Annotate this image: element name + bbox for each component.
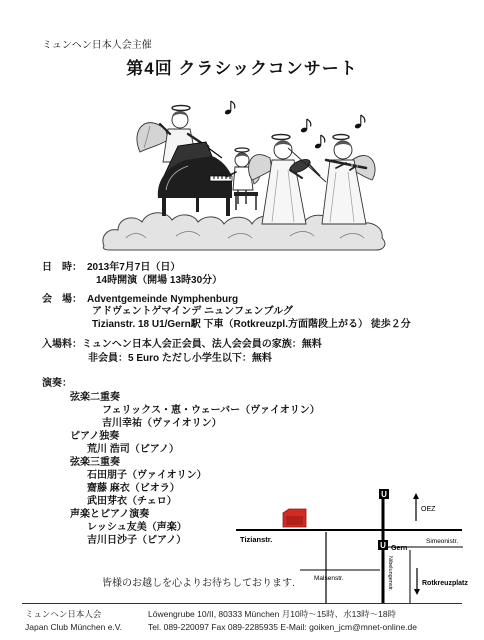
music-note-icon [300,119,311,133]
admission-nonmembers: 非会員：5 Euro ただし小学生以下：無料 [88,353,272,364]
venue-name-kana: アドヴェントゲマインデ ニュンフェンブルグ [92,306,293,317]
music-note-icon [354,115,365,129]
performer-member: 吉川幸祐（ヴァイオリン） [102,418,222,429]
admission-label: 入場料： [42,339,82,350]
performer-member: 荒川 浩司（ピアノ） [87,444,179,455]
gern-station-label: Gern [391,545,408,552]
footer-org-de: Japan Club München e.V. [25,622,123,632]
admission-members: ミュンヘン日本人会正会員、法人会会員の家族：無料 [82,339,322,350]
venue-name: Adventgemeinde Nymphenburg [87,294,239,305]
datetime-label: 日 時： [42,262,82,273]
performer-member: 吉川日沙子（ピアノ） [87,535,187,546]
arrow-down-head [414,589,420,595]
malsenstr-label: Malsenstr. [314,575,344,582]
performer-group-name: 声楽とピアノ演奏 [70,509,150,520]
arrow-up-head [413,493,419,499]
access-map [230,486,470,603]
performers-label: 演奏： [42,378,72,389]
music-note-icon [224,101,235,115]
venue-label: 会 場： [42,294,82,305]
angel-flutist-icon [322,135,375,225]
u-station-gern-symbol: U [380,541,386,550]
closing-message: 皆様のお越しを心よりお待ちしております. [102,578,295,589]
vertical-street-label: Nibelungenstr. [387,556,393,592]
footer-divider [22,603,462,604]
event-date: 2013年7月7日（日） [87,262,181,273]
angel-violinist-icon [249,135,326,225]
footer-address-hours: Löwengrube 10/II, 80333 München 月10時〜15時、水13時〜18時 [148,609,397,619]
performer-group-name: 弦楽三重奏 [70,457,120,468]
performer-group-name: 弦楽二重奏 [70,392,120,403]
page-title: 第4回 クラシックコンサート [126,59,358,78]
angel-orchestra-illustration [100,92,390,252]
performer-member: 石田朋子（ヴァイオリン） [87,470,207,481]
rotkreuzplatz-label: Rotkreuzplatz [422,580,468,587]
performer-group-name: ピアノ独奏 [70,431,120,442]
footer-contact: Tel. 089-220097 Fax 089-2285935 E-Mail: goiken_jcm@mnet-online.de [148,622,417,632]
venue-row [42,294,238,306]
event-time: 14時開演（開場 13時30分） [96,275,223,286]
performer-member: 武田芽衣（チェロ） [87,496,177,507]
venue-marker-shade [286,516,303,525]
footer-org-ja: ミュンヘン日本人会 [25,609,102,619]
performer-member: レッシュ友美（声楽） [87,522,187,533]
datetime-row [42,262,180,274]
organizer-line: ミュンヘン日本人会主催 [42,40,152,51]
simeonistr-label: Simeonistr. [426,538,459,545]
tizianstr-label: Tizianstr. [240,535,273,544]
venue-access: Tizianstr. 18 U1/Gern駅 下車（Rotkreuzpl.方面階段上がる） 徒歩２分 [92,319,411,330]
oez-label: OEZ [421,506,436,513]
u-station-north-symbol: U [381,490,387,499]
performer-member: フェリックス・恵・ウェーバー（ヴァイオリン） [102,405,320,416]
music-note-icon [314,135,325,149]
performer-member: 齋藤 麻衣（ビオラ） [87,483,180,494]
admission-row [42,339,322,351]
